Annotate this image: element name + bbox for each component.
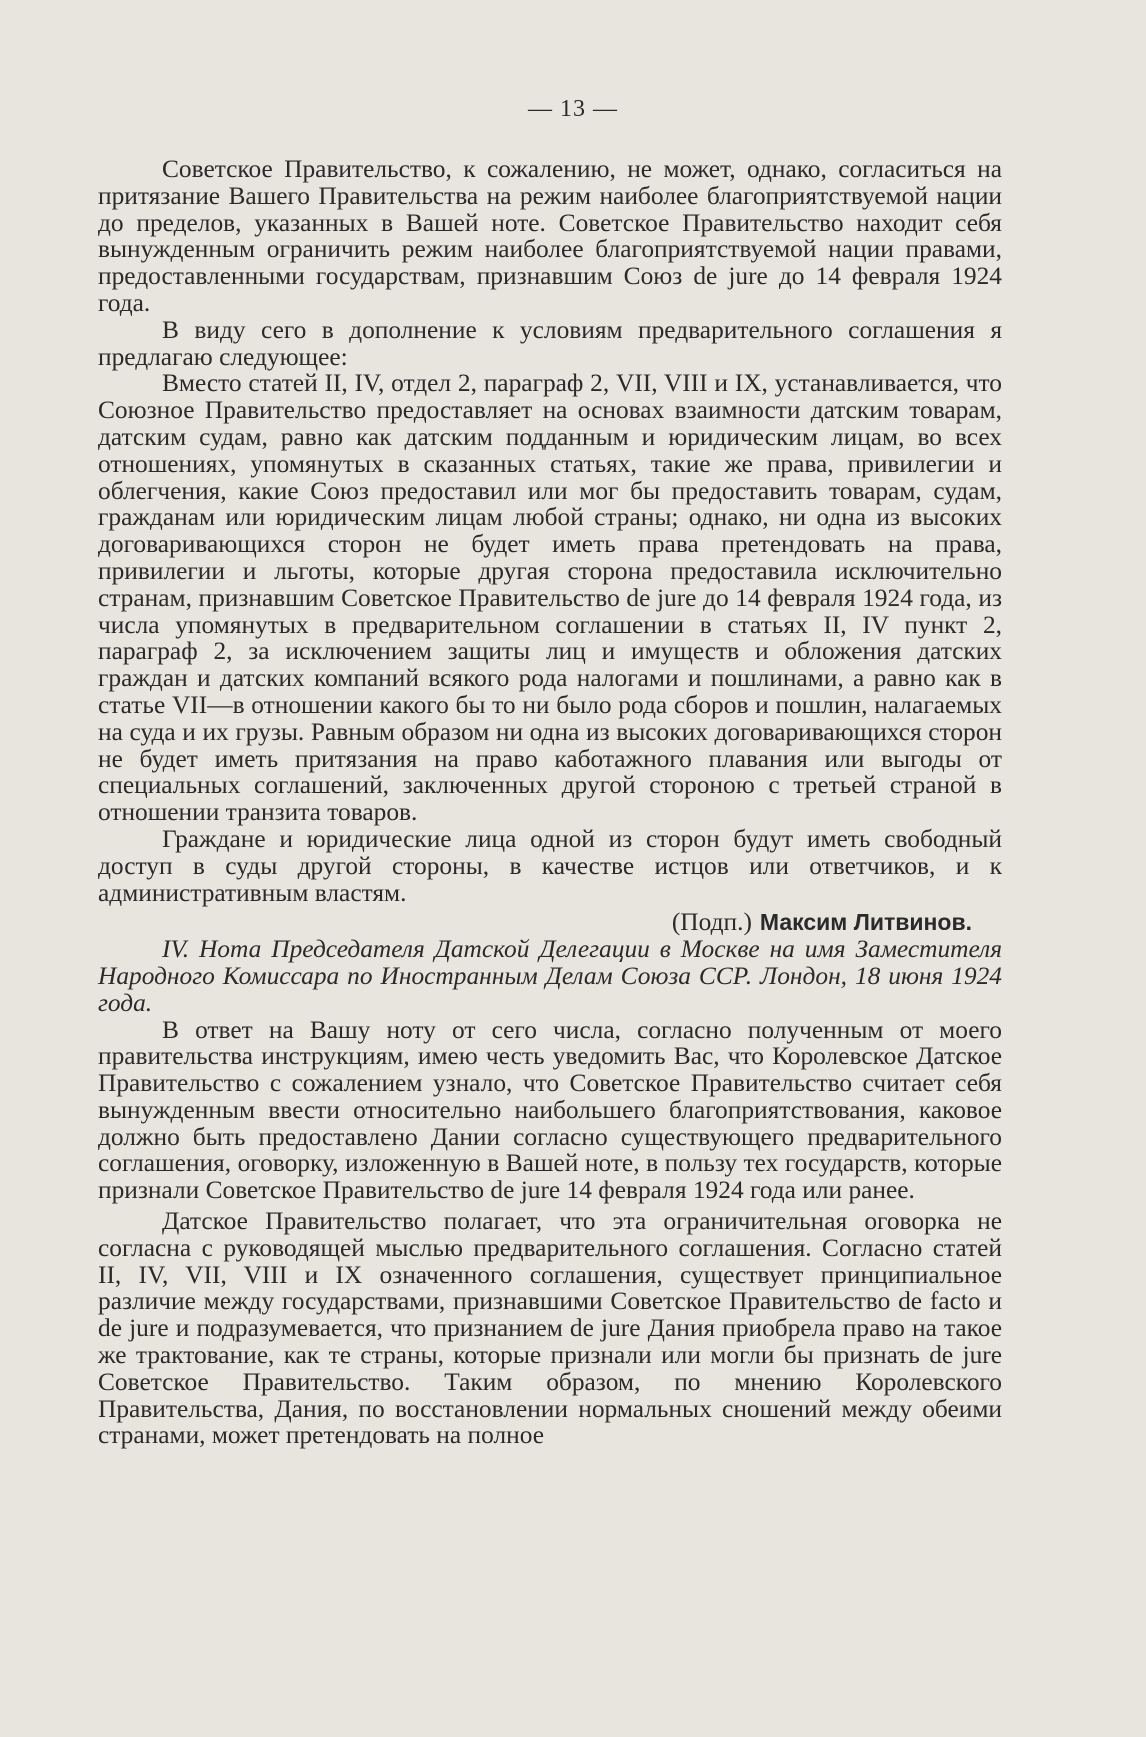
paragraph: Граждане и юридические лица одной из сторон будут иметь свободный доступ в суды другой стороны, в качестве истцов или ответчиков, и к административным властям. [98,824,1002,907]
body-text [98,156,1002,1449]
section-heading: IV. Нота Председателя Датской Делегации в Москве на имя Заместителя Народного Комиссара по Иностранным Делам Союза ССР. Лондон, 18 июня 1924 года. [98,935,1002,1017]
paragraph: В виду сего в дополнение к условиям предварительного соглашения я предлагаю следующее: [98,315,1002,371]
paragraph: Датское Правительство полагает, что эта ограничительная оговорка не согласна с руководящей мыслью предварительного соглашения. Согласно статей II, IV, VII, VIII и IX означенного соглашения, существует принципиальное различие между государствами, признавшими Советское Правительство de facto и de jure и подразумевается, что признанием de jure Дания приобрела право на такое же трактование, как те страны, которые признали или могли бы признать de jure Советское Правительство. Таким образом, по мнению Королевского Правительства, Дания, по восстановлении нормальных сношений между обеими странами, может претендовать на полное [98,1207,1002,1450]
paragraph: Вместо статей II, IV, отдел 2, параграф 2, VII, VIII и IX, устанавливается, что Союзное Правительство предоставляет на основах взаимности датским товарам, датским судам, равно как датским подданным и юридическим лицам, во всех отношениях, упомянутых в сказанных статьях, такие же права, привилегии и облегчения, какие Союз предоставил или мог бы предоставить товарам, судам, гражданам или юридическим лицам любой страны; однако, ни одна из высоких договаривающихся сторон не будет иметь права претендовать на права, привилегии и льготы, которые другая сторона предоставила исключительно странам, признавшим Советское Правительство de jure до 14 февраля 1924 года, из числа упомянутых в предварительном соглашении в статьях II, IV пункт 2, параграф 2, за исключением защиты лиц и имуществ и обложения датских граждан и датских компаний всякого рода налогами и пошлинами, а равно как в статье VII—в отношении какого бы то ни было рода сборов и пошлин, налагаемых на суда и их грузы. Равным образом ни одна из высоких договаривающихся сторон не будет иметь притязания на право каботажного плавания или выгоды от специальных соглашений, заключенных другой стороною с третьей страной в отношении транзита товаров. [98,369,1002,827]
signature [98,909,1002,936]
page-number: — 13 — [528,96,618,122]
signature-name: Максим Литвинов. [759,909,972,936]
paragraph: Советское Правительство, к сожалению, не может, однако, согласиться на притязание Вашего Правительства на режим наиболее благоприятствуемой нации до пределов, указанных в Вашей ноте. Советское Правительство находит себя вынужденным ограничить режим наиболее благоприятствуемой нации правами, предоставленными государствам, признавшим Союз de jure до 14 февраля 1924 года. [98,155,1002,317]
paragraph: В ответ на Вашу ноту от сего числа, согласно полученным от моего правительства инструкциям, имею честь уведомить Вас, что Королевское Датское Правительство с сожалением узнало, что Советское Правительство считает себя вынужденным ввести относительно наибольшего благоприятствования, каковое должно быть предоставлено Дании согласно существующего предварительного соглашения, оговорку, изложенную в Вашей ноте, в пользу тех государств, которые признали Советское Правительство de jure 14 февраля 1924 года или ранее. [98,1015,1002,1205]
signature-prefix: (Подп.) [671,908,752,937]
